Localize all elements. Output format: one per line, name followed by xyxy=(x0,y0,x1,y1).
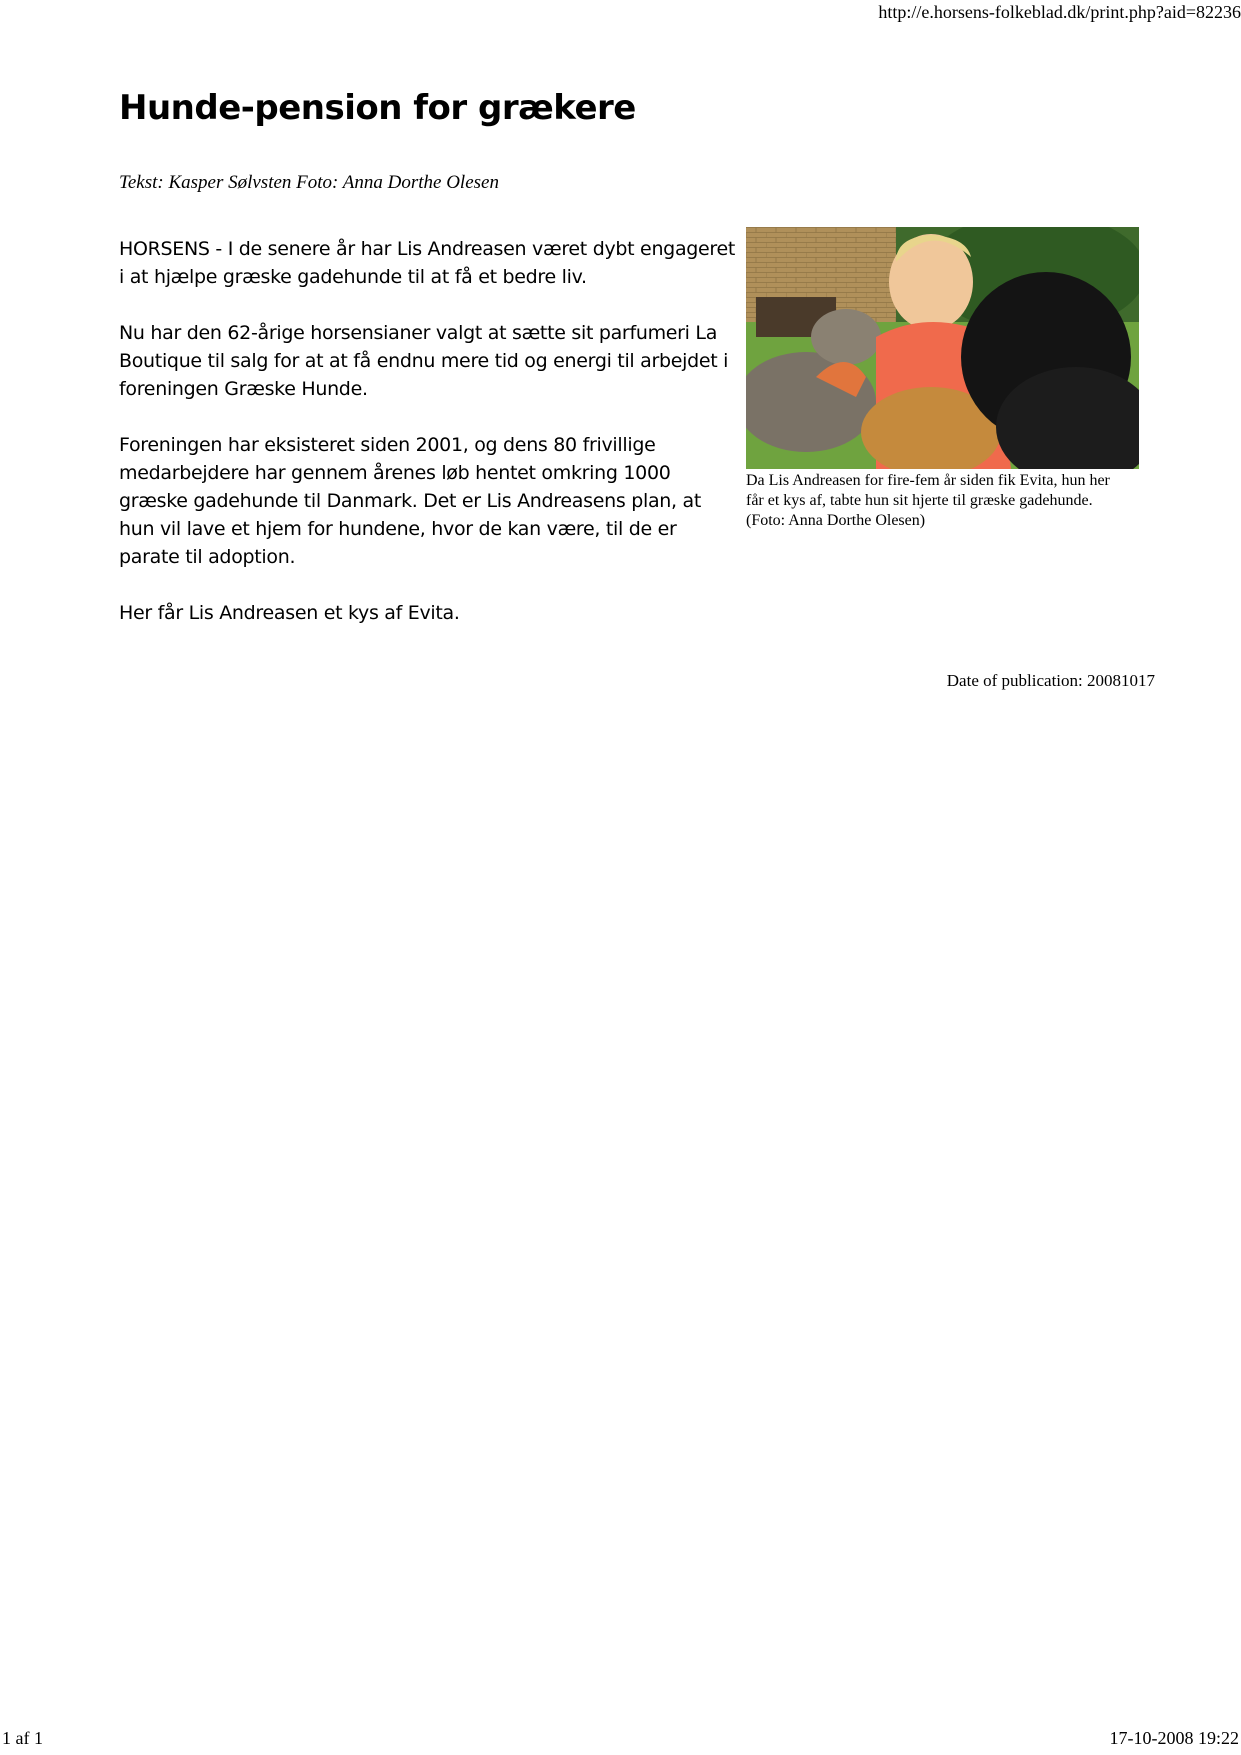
publication-date: Date of publication: 20081017 xyxy=(946,671,1155,690)
article-paragraph: Foreningen har eksisteret siden 2001, og dens 80 frivillige medarbejdere har gennem årenes løb hentet omkring 1000 græske gadehunde til Danmark. Det er Lis Andreasens plan, at hun vil lave et hjem for hundene, hvor de kan være, til de er parate til adoption. xyxy=(119,434,702,568)
print-url: http://e.horsens-folkeblad.dk/print.php?aid=82236 xyxy=(878,2,1241,22)
photo-caption: Da Lis Andreasen for fire-fem år siden fik Evita, hun her får et kys af, tabte hun sit hjerte til græske gadehunde. (Foto: Anna Dorthe Olesen) xyxy=(746,472,1110,529)
article-photo xyxy=(746,227,1139,469)
article-paragraph: HORSENS - I de senere år har Lis Andreasen været dybt engageret i at hjælpe græske gadehunde til at få et bedre liv. xyxy=(119,238,736,288)
article-title: Hunde-pension for grækere xyxy=(119,88,636,128)
print-timestamp: 17-10-2008 19:22 xyxy=(1109,1728,1239,1748)
article-photo-figure xyxy=(746,227,1139,531)
article-body xyxy=(119,235,739,655)
article-byline: Tekst: Kasper Sølvsten Foto: Anna Dorthe Olesen xyxy=(119,172,499,193)
article-paragraph: Her får Lis Andreasen et kys af Evita. xyxy=(119,602,460,624)
page-number: 1 af 1 xyxy=(2,1728,43,1748)
article-paragraph: Nu har den 62-årige horsensianer valgt at sætte sit parfumeri La Boutique til salg for at at få endnu mere tid og energi til arbejdet i foreningen Græske Hunde. xyxy=(119,322,729,400)
